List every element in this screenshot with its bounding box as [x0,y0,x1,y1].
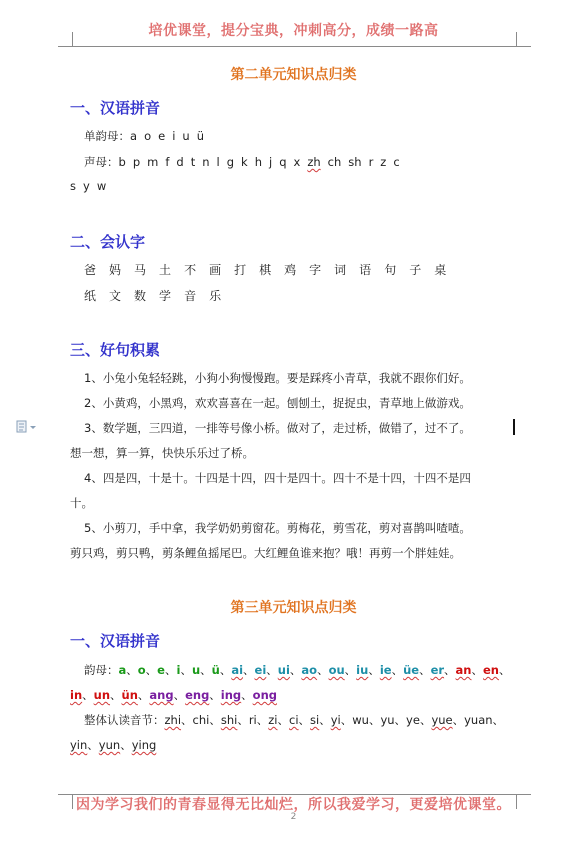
separator: 、 [368,663,380,677]
character: 音 [184,289,197,303]
pinyin-final: ü [211,663,220,677]
pinyin-final: ün [121,688,138,702]
character: 爸 [84,263,97,277]
pinyin-initial: r [368,155,374,169]
whole-syllable: yin [70,738,88,752]
separator: 、 [266,663,278,677]
footer-banner: 因为学习我们的青春显得无比灿烂，所以我爱学习，更爱培优课堂。 [76,797,511,813]
pinyin-final: ang [149,688,174,702]
whole-syllable: wu [352,713,369,727]
separator: 、 [181,713,193,727]
character: 马 [134,263,147,277]
pinyin-initial: s [70,179,76,193]
pinyin-initial: q [279,155,287,169]
pinyin-final: e [158,129,166,143]
unit2-sec3-heading: 三、好句积累 [70,341,161,359]
separator: 、 [344,663,357,677]
pinyin-initial: b [118,155,126,169]
header-rule [72,46,516,47]
sentence-3-continued: 想一想，算一算，快快乐乐过了桥。 [70,446,254,460]
separator: 、 [492,713,505,727]
pinyin-initial: t [190,155,196,169]
finals-label: 韵母： [84,663,119,677]
separator: 、 [120,738,132,752]
character: 文 [109,289,122,303]
character: 纸 [84,289,97,303]
whole-syllable: yi [330,713,341,727]
pinyin-initial: g [226,155,235,169]
whole-syllables-label: 整体认读音节： [84,713,165,727]
separator: 、 [209,688,221,702]
sentence-4-continued: 十。 [70,496,93,510]
separator: 、 [256,713,269,727]
pinyin-initial: z [380,155,387,169]
separator: 、 [471,663,483,677]
separator: 、 [241,688,253,702]
pinyin-final: ai [231,663,244,677]
separator: 、 [317,663,329,677]
separator: 、 [173,688,186,702]
character: 学 [159,289,172,303]
pinyin-final: in [70,688,83,702]
whole-syllable: zhi [164,713,182,727]
whole-syllables-list [165,713,505,727]
pinyin-initial: c [393,155,400,169]
single-finals-label: 单韵母： [84,129,130,143]
separator: 、 [110,688,122,702]
whole-syllable: shi [220,713,238,727]
separator: 、 [164,663,177,677]
single-finals-list [130,129,211,143]
pinyin-final: u [191,663,201,677]
separator: 、 [289,663,302,677]
pinyin-initial: sh [348,155,362,169]
separator: 、 [419,663,431,677]
separator: 、 [444,663,456,677]
whole-syllable: yuan [464,713,493,727]
pinyin-final: ao [301,663,318,677]
separator: 、 [219,663,232,677]
separator: 、 [87,738,99,752]
separator: 、 [368,713,381,727]
character: 棋 [259,263,272,277]
pinyin-initial: f [165,155,170,169]
pinyin-final: ei [254,663,267,677]
unit2-sec2-heading: 二、会认字 [70,233,146,251]
separator: 、 [419,713,432,727]
pinyin-final: er [430,663,445,677]
crop-mark-top-left [58,32,73,47]
pinyin-final: ie [379,663,392,677]
pinyin-final: iu [356,663,369,677]
whole-syllable: ci [289,713,299,727]
pinyin-initial: n [202,155,210,169]
character: 画 [209,263,222,277]
character: 子 [409,263,422,277]
separator: 、 [180,663,192,677]
sentence-5: 5、小剪刀，手中拿，我学奶奶剪窗花。剪梅花，剪雪花，剪对喜鹊叫喳喳。 [84,521,471,535]
pinyin-final: o [144,129,152,143]
pinyin-initial: k [241,155,248,169]
character: 语 [359,263,372,277]
sentence-1: 1、小兔小兔轻轻跳，小狗小狗慢慢跑。要是踩疼小青草，我就不跟你们好。 [84,371,471,385]
character: 字 [309,263,322,277]
character: 句 [384,263,397,277]
pinyin-initial: m [147,155,159,169]
separator: 、 [82,688,94,702]
pinyin-final: ing [220,688,242,702]
pinyin-final: u [182,129,190,143]
initials-list-continued [70,179,113,193]
separator: 、 [126,663,138,677]
whole-syllables-row-continued [70,737,156,753]
whole-syllable: si [310,713,320,727]
sentence-5-continued: 剪只鸡，剪只鸭，剪条鲤鱼摇尾巴。大红鲤鱼谁来抱？哦！再剪一个胖娃娃。 [70,546,461,560]
page-layout-icon[interactable] [16,420,40,434]
finals-list-continued [70,688,277,702]
unit3-sec1-heading: 一、汉语拼音 [70,632,161,650]
unit2-sec1-heading: 一、汉语拼音 [70,99,161,117]
finals-list [119,663,511,677]
single-finals-row [84,128,218,144]
separator: 、 [237,713,249,727]
characters-row-1 [84,261,459,278]
finals-row [84,662,511,678]
finals-row-continued [70,687,277,703]
characters-row-2 [84,287,234,304]
text-cursor [513,419,515,435]
pinyin-final: e [157,663,165,677]
separator: 、 [243,663,255,677]
pinyin-final: ü [196,129,204,143]
whole-syllable: ri [248,713,257,727]
pinyin-final: üe [403,663,420,677]
pinyin-initial: ch [327,155,342,169]
pinyin-initial: y [83,179,90,193]
whole-syllable: chi [192,713,210,727]
character: 土 [159,263,172,277]
pinyin-final: eng [185,688,210,702]
character: 鸡 [284,263,297,277]
pinyin-final: en [483,663,499,677]
pinyin-initial: zh [307,155,321,169]
pinyin-final: a [118,663,127,677]
crop-mark-top-right [516,32,531,47]
whole-syllables-list-continued [70,738,156,752]
separator: 、 [209,713,221,727]
whole-syllable: zi [268,713,278,727]
pinyin-initial: x [293,155,301,169]
character: 打 [234,263,247,277]
character: 妈 [109,263,122,277]
separator: 、 [319,713,331,727]
separator: 、 [340,713,353,727]
sentence-4: 4、四是四，十是十。十四是十四，四十是四十。四十不是十四，十四不是四 [84,471,471,485]
whole-syllable: yun [98,738,121,752]
whole-syllable: ying [131,738,157,752]
pinyin-final: ong [252,688,277,702]
pinyin-initial: d [176,155,184,169]
pinyin-final: i [176,663,181,677]
pinyin-final: un [93,688,111,702]
pinyin-final: i [172,129,176,143]
character: 词 [334,263,347,277]
pinyin-final: a [130,129,138,143]
sentence-3: 3、数学题，三四道，一排等号像小桥。做对了，走过桥，做错了，过不了。 [84,421,471,435]
page-number: 2 [290,812,297,822]
whole-syllable: ye [406,713,420,727]
separator: 、 [137,688,150,702]
pinyin-initial: p [132,155,141,169]
pinyin-final: ui [277,663,290,677]
unit2-title: 第二单元知识点归类 [230,67,357,83]
separator: 、 [391,663,404,677]
separator: 、 [499,663,511,677]
separator: 、 [145,663,158,677]
whole-syllable: yu [380,713,395,727]
pinyin-initial: w [96,179,107,193]
whole-syllable: yue [431,713,453,727]
pinyin-final: an [455,663,472,677]
character: 数 [134,289,147,303]
separator: 、 [200,663,212,677]
separator: 、 [298,713,311,727]
pinyin-final: ou [328,663,345,677]
separator: 、 [277,713,289,727]
pinyin-initial: l [216,155,220,169]
header-banner: 培优课堂，提分宝典，冲刺高分，成绩一路高 [148,23,439,39]
initials-label: 声母： [84,155,119,169]
pinyin-final: o [137,663,146,677]
character: 乐 [209,289,222,303]
pinyin-initial: j [269,155,273,169]
separator: 、 [452,713,465,727]
pinyin-initial: h [254,155,262,169]
character: 桌 [434,263,447,277]
initials-row [84,154,414,170]
sentence-2: 2、小黄鸡，小黑鸡，欢欢喜喜在一起。刨刨土，捉捉虫，青草地上做游戏。 [84,396,471,410]
separator: 、 [394,713,407,727]
character: 不 [184,263,197,277]
initials-list [119,155,407,169]
initials-row-continued [70,179,120,193]
unit3-title: 第三单元知识点归类 [230,600,357,616]
whole-syllables-row [84,712,504,728]
